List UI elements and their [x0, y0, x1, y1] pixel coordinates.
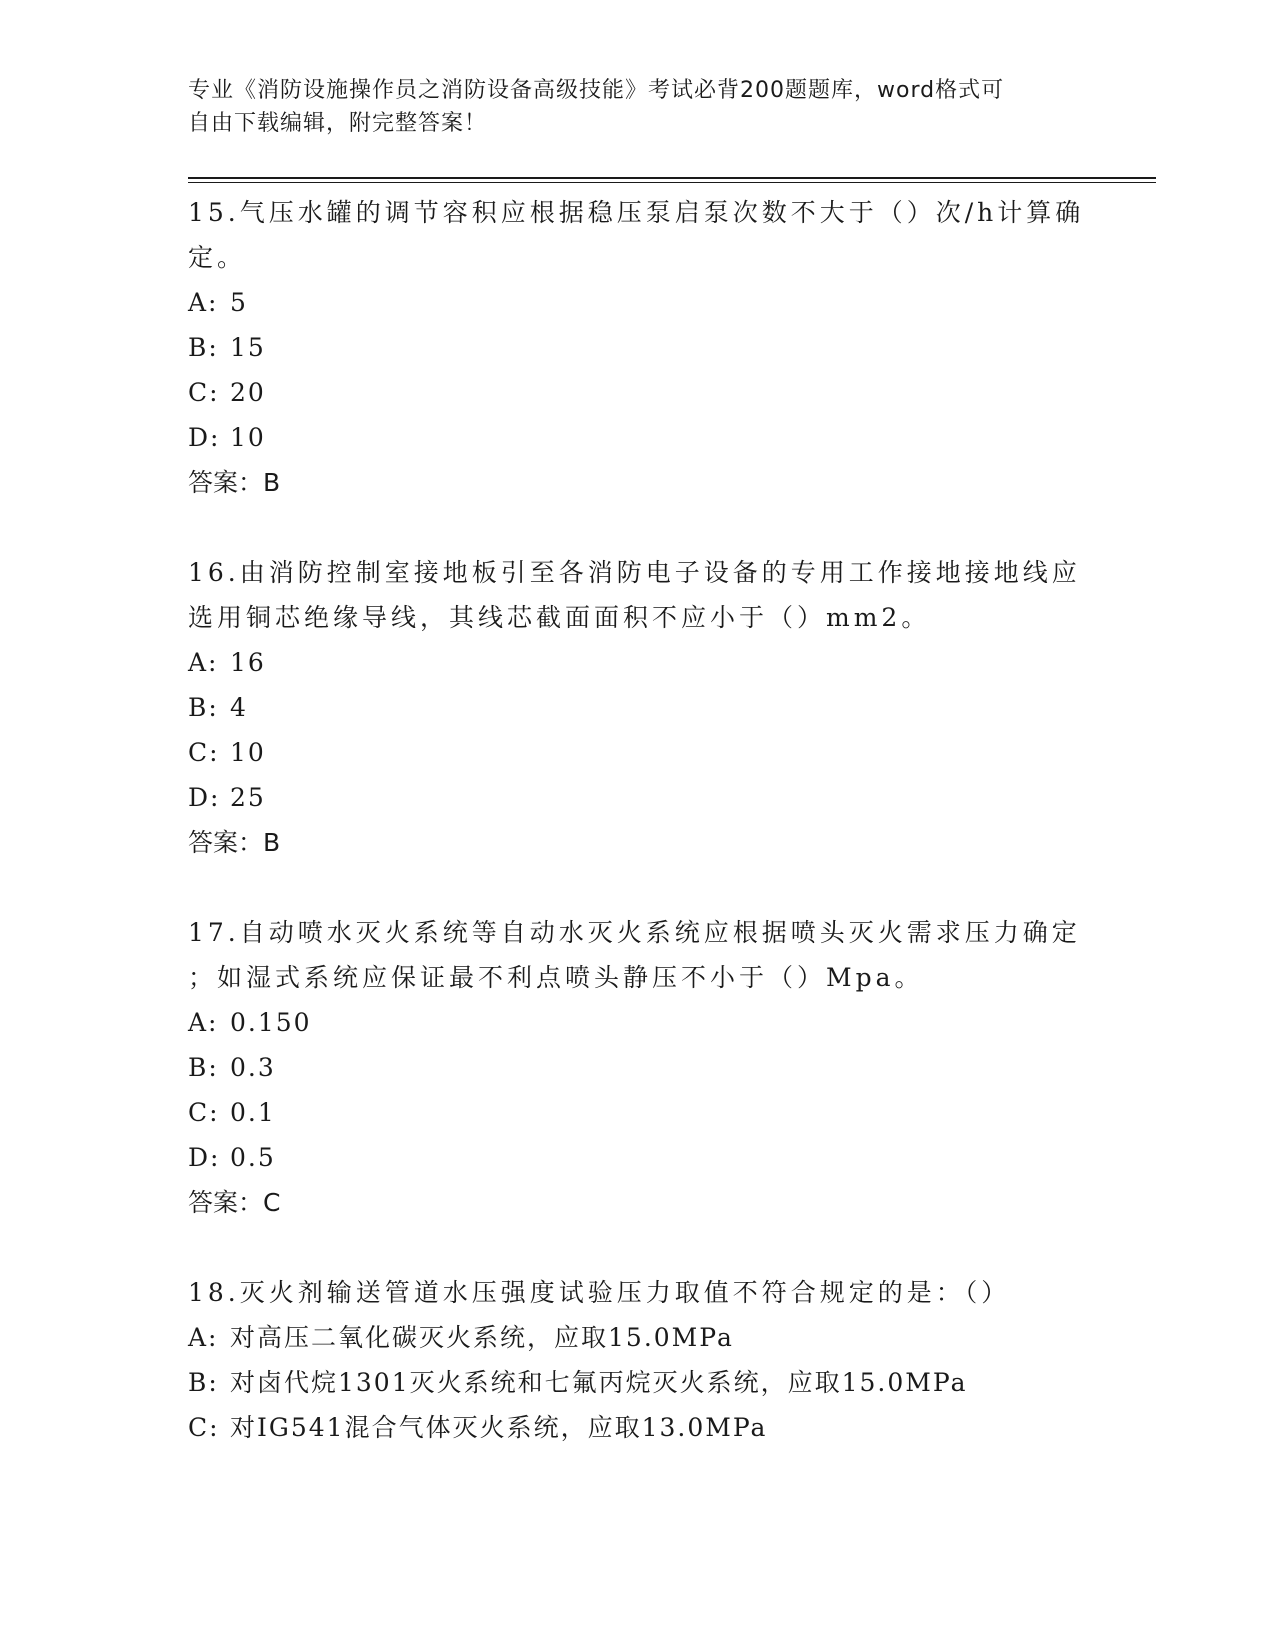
question-text-line-1: 16.由消防控制室接地板引至各消防电子设备的专用工作接地接地线应 — [188, 558, 1081, 587]
option-value: 0.1 — [230, 1098, 276, 1127]
option-value: 对卤代烷1301灭火系统和七氟丙烷灭火系统，应取15.0MPa — [230, 1368, 968, 1397]
header-divider-thick — [188, 177, 1156, 179]
option-letter: D: — [188, 783, 221, 812]
option-a — [188, 280, 1088, 325]
option-letter: C: — [188, 378, 220, 407]
question-15 — [188, 190, 1088, 505]
option-letter: B: — [188, 1053, 219, 1082]
header-divider-thin — [188, 182, 1156, 183]
option-letter: A: — [188, 648, 219, 677]
option-value: 0.3 — [230, 1053, 276, 1082]
option-c — [188, 1090, 1088, 1135]
question-18 — [188, 1270, 1088, 1450]
option-value: 16 — [230, 648, 266, 677]
question-16 — [188, 550, 1088, 865]
option-value: 0.5 — [230, 1143, 276, 1172]
option-value: 20 — [230, 378, 266, 407]
option-letter: D: — [188, 423, 221, 452]
option-c — [188, 1405, 1088, 1450]
option-d — [188, 415, 1088, 460]
option-c — [188, 730, 1088, 775]
header-line-2: 自由下载编辑，附完整答案！ — [188, 111, 488, 136]
question-text-line-1: 18.灭火剂输送管道水压强度试验压力取值不符合规定的是：（） — [188, 1278, 1011, 1307]
question-text — [188, 550, 1088, 640]
option-value: 5 — [230, 288, 248, 317]
question-text-line-1: 15.气压水罐的调节容积应根据稳压泵启泵次数不大于（）次/h计算确 — [188, 198, 1085, 227]
question-list — [188, 190, 1088, 1450]
option-letter: C: — [188, 1098, 220, 1127]
option-letter: B: — [188, 1368, 219, 1397]
option-a — [188, 1000, 1088, 1045]
option-value: 对IG541混合气体灭火系统，应取13.0MPa — [230, 1413, 768, 1442]
option-letter: B: — [188, 333, 219, 362]
answer-line: 答案：B — [188, 828, 281, 857]
option-b — [188, 325, 1088, 370]
option-b — [188, 1045, 1088, 1090]
option-b — [188, 685, 1088, 730]
option-a — [188, 1315, 1088, 1360]
question-text-line-1: 17.自动喷水灭火系统等自动水灭火系统应根据喷头灭火需求压力确定 — [188, 918, 1081, 947]
question-text-line-2: ；如湿式系统应保证最不利点喷头静压不小于（）Mpa。 — [188, 963, 924, 992]
answer-line: 答案：C — [188, 1188, 281, 1217]
option-value: 对高压二氧化碳灭火系统，应取15.0MPa — [230, 1323, 734, 1352]
option-letter: A: — [188, 288, 219, 317]
answer-line: 答案：B — [188, 468, 281, 497]
option-b — [188, 1360, 1088, 1405]
option-letter: C: — [188, 738, 220, 767]
option-value: 4 — [230, 693, 248, 722]
option-d — [188, 775, 1088, 820]
document-header — [188, 74, 1088, 140]
option-letter: A: — [188, 1008, 219, 1037]
option-a — [188, 640, 1088, 685]
option-value: 10 — [230, 738, 266, 767]
question-text — [188, 1270, 1088, 1315]
question-17 — [188, 910, 1088, 1225]
option-d — [188, 1135, 1088, 1180]
option-value: 25 — [230, 783, 266, 812]
option-letter: A: — [188, 1323, 219, 1352]
option-letter: C: — [188, 1413, 220, 1442]
question-text — [188, 910, 1088, 1000]
option-letter: B: — [188, 693, 219, 722]
option-value: 15 — [230, 333, 266, 362]
option-letter: D: — [188, 1143, 221, 1172]
question-text — [188, 190, 1088, 280]
option-c — [188, 370, 1088, 415]
question-text-line-2: 选用铜芯绝缘导线，其线芯截面面积不应小于（）mm2。 — [188, 603, 931, 632]
option-value: 10 — [230, 423, 266, 452]
header-line-1: 专业《消防设施操作员之消防设备高级技能》考试必背200题题库，word格式可 — [188, 78, 1005, 103]
option-value: 0.150 — [230, 1008, 312, 1037]
question-text-line-2: 定。 — [188, 243, 247, 272]
